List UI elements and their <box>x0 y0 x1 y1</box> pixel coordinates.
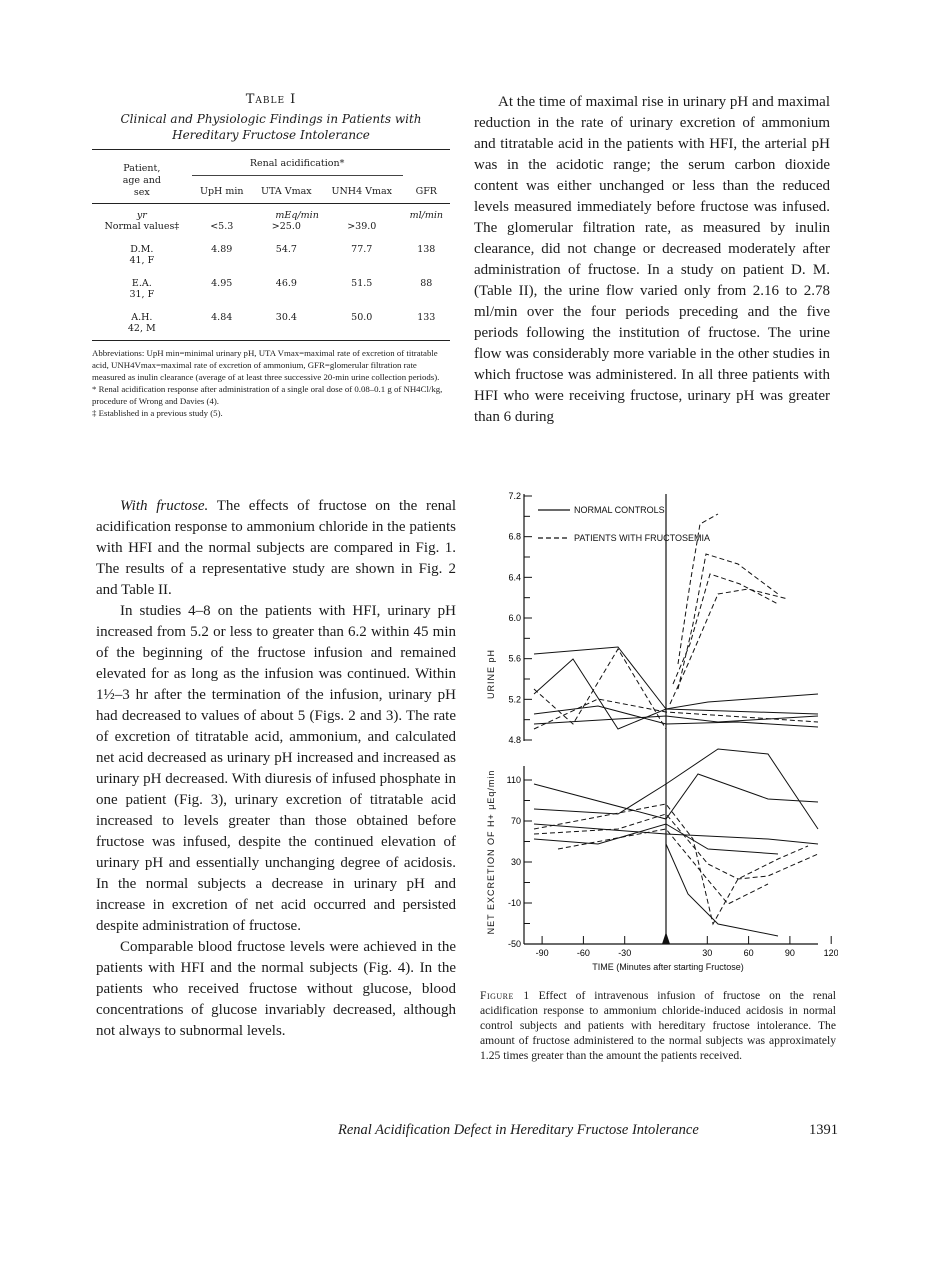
x-tick-label: 60 <box>743 948 754 958</box>
patient-age: 42, M <box>127 323 156 334</box>
net-tick-label: -10 <box>507 898 521 908</box>
net-tick-label: -50 <box>507 939 521 949</box>
normal-uta: >25.0 <box>271 221 301 232</box>
cell-uph: 4.95 <box>211 278 233 289</box>
ph-tick-label: 6.8 <box>508 531 521 542</box>
table-title: Table I <box>245 92 297 107</box>
legend-patients <box>574 533 710 543</box>
table-row <box>92 232 450 266</box>
col-group-header: Renal acidification* <box>249 158 345 169</box>
col-patient-line: sex <box>133 186 150 198</box>
note-dagger: ‡ Established in a previous study (5). <box>92 408 223 418</box>
table-1 <box>92 92 450 419</box>
normal-control-curve <box>534 824 778 854</box>
normal-unh: >39.0 <box>347 221 377 232</box>
cell-uta: 46.9 <box>275 278 297 289</box>
normal-control-curve <box>534 749 818 829</box>
cell-unh: 51.5 <box>351 278 373 289</box>
paragraph <box>96 496 456 601</box>
col-unh-header: UNH4 Vmax <box>321 176 403 204</box>
findings-table <box>92 149 450 341</box>
cell-uta: 54.7 <box>275 244 297 255</box>
unit-meq: mEq/min <box>275 210 319 221</box>
unit-ml: ml/min <box>409 210 443 221</box>
patient-curve <box>558 829 768 904</box>
table-subtitle: Clinical and Physiologic Findings in Patients with Hereditary Fructose Intolerance <box>120 112 422 142</box>
net-tick-label: 110 <box>506 775 521 785</box>
running-title: Renal Acidification Defect in Hereditary Fructose Intolerance <box>338 1122 699 1138</box>
cell-uph: 4.84 <box>211 312 233 323</box>
cell-uph: 4.89 <box>211 244 233 255</box>
net-tick-label: 70 <box>510 816 521 826</box>
patient-name: D.M. <box>130 244 154 255</box>
y-label-net: NET EXCRETION OF H+ μEq/min <box>486 769 496 935</box>
ph-tick-label: 5.6 <box>508 653 521 664</box>
ph-tick-label: 6.4 <box>508 572 521 583</box>
patient-name: E.A. <box>131 278 152 289</box>
patient-curve <box>534 814 818 879</box>
normal-control-curve <box>666 844 778 936</box>
normal-label: Normal values‡ <box>104 221 180 232</box>
paragraph: In studies 4–8 on the patients with HFI, urinary pH increased from 5.2 or less to greater than 6.2 within 45 min of the beginning of the fructose infusion and remained elevated for as long as the infusion was continued. Within 1½–3 hr after the termination of the infusion, urinary pH had decreased to values of about 5 (Figs. 2 and 3). The rate of excretion of titratable acid, ammonium, and calculated net acid decreased as urinary pH increased and increased as urinary pH decreased. With diuresis of infused phosphate in one patient (Fig. 3), urinary excretion of titratable acid increased to levels greater than those obtained before fructose was infused, despite the continued elevation of urinary pH and essentially unchanging degree of acidosis. In the normal subjects a decrease in urinary pH and increase in excretion of net acid occurred and persisted despite administration of fructose. <box>96 603 456 934</box>
patient-name: A.H. <box>131 312 153 323</box>
ph-tick-label: 7.2 <box>508 491 521 501</box>
normal-control-curve <box>534 647 818 709</box>
net-tick-label: 30 <box>510 857 521 867</box>
blank-cell <box>403 150 450 176</box>
section-lead: With fructose. <box>120 498 209 514</box>
x-label: TIME (Minutes after starting Fructose) <box>592 962 744 972</box>
caption-label: Figure 1 <box>480 989 530 1002</box>
page-number: 1391 <box>809 1122 838 1138</box>
col-uph-header: UpH min <box>192 176 252 204</box>
figure-caption <box>480 988 836 1063</box>
left-column-text <box>96 496 456 1042</box>
patient-curve <box>678 554 778 689</box>
blank-cell <box>403 221 450 232</box>
table-row <box>92 221 450 232</box>
paragraph-body: The effects of fructose on the renal acidification response to ammonium chloride in the patients with HFI and the normal subjects are compared in Fig. 1. The results of a representative study are shown in Fig. 2 and Table II. <box>96 498 457 598</box>
col-patient-line: Patient, <box>123 162 161 174</box>
cell-gfr: 138 <box>417 244 436 255</box>
cell-gfr: 133 <box>417 312 436 323</box>
x-tick-label: -60 <box>576 948 590 958</box>
patient-age: 41, F <box>129 255 155 266</box>
col-uta-header: UTA Vmax <box>252 176 321 204</box>
plot-curves <box>534 514 818 936</box>
patient-cell <box>92 266 192 300</box>
legend-normal-text: NORMAL CONTROLS <box>574 505 665 515</box>
caption-text: Effect of intravenous infusion of fructose on the renal acidification response to ammonium chloride-induced acidosis in normal control subjects and patients with hereditary fructose intolerance. The amount of fructose administered to the normal subjects was approximately 1.25 times greater than the amount the patients received. <box>480 989 836 1062</box>
figure-plot <box>478 484 838 974</box>
fructose-start-arrow <box>662 932 670 944</box>
patient-age: 31, F <box>129 289 155 300</box>
normal-control-curve <box>534 824 818 844</box>
x-tick-label: 30 <box>702 948 713 958</box>
patient-cell <box>92 300 192 341</box>
cell-uta: 30.4 <box>275 312 297 323</box>
unit-yr: yr <box>136 210 147 221</box>
cell-unh: 50.0 <box>351 312 373 323</box>
normal-control-curve <box>534 774 818 819</box>
ph-tick-label: 4.8 <box>508 735 521 745</box>
col-gfr-header: GFR <box>415 185 437 197</box>
cell-gfr: 88 <box>420 278 433 289</box>
patient-curve <box>534 804 808 924</box>
col-patient-header <box>92 150 192 204</box>
note-abbreviations: Abbreviations: UpH min=minimal urinary pH, UTA Vmax=maximal rate of excretion of titratable acid, UNH4Vmax=maximal rate of excretion of ammonium, GFR=glomerular filtration rate measured as inulin clearance (average of at least three successive 20-min urine collection periods). <box>92 348 440 382</box>
figure-1 <box>478 484 838 974</box>
cell-unh: 77.7 <box>351 244 373 255</box>
table-row <box>92 266 450 300</box>
y-label-ph: URINE pH <box>486 648 496 700</box>
legend-patients-text: PATIENTS WITH FRUCTOSEMIA <box>574 533 711 543</box>
x-tick-label: -30 <box>618 948 632 958</box>
axis-ticks <box>507 491 838 958</box>
x-tick-label: 120 <box>823 948 838 958</box>
patient-cell <box>92 232 192 266</box>
paragraph: Comparable blood fructose levels were achieved in the patients with HFI and the normal subjects (Fig. 4). In the patients who received fructose without glucose, blood concentrations of glucose invariably decreased, although not always to subnormal levels. <box>96 939 456 1039</box>
x-tick-label: 90 <box>784 948 795 958</box>
note-asterisk: * Renal acidification response after administration of a single oral dose of 0.08–0.1 g of NH4Cl/kg, procedure of Wrong and Davies (4). <box>92 384 443 406</box>
paragraph: At the time of maximal rise in urinary pH and maximal reduction in the rate of urinary excretion of ammonium and titratable acid in the patients with HFI, the arterial pH was in the acidotic range; the serum carbon dioxide content was either unchanged or less than the reduced levels measured immediately before fructose was infused. The glomerular filtration rate, as measured by inulin clearance, did not change or decreased moderately after administration of fructose. In a study on patient D. M. (Table II), the urine flow varied only from 2.16 to 2.78 ml/min over the four periods preceding and the five periods following the institution of fructose. The urine flow was considerably more variable in the other studies in which fructose was administered. In all three patients with HFI who were receiving fructose, urinary pH was greater than 6 during <box>474 94 830 425</box>
table-row <box>92 300 450 341</box>
ph-tick-label: 6.0 <box>508 613 521 623</box>
legend-normal <box>574 505 665 515</box>
right-column-text <box>474 92 830 428</box>
page-footer <box>338 1122 838 1139</box>
normal-uph: <5.3 <box>210 221 234 232</box>
ph-tick-label: 5.2 <box>508 694 521 705</box>
x-tick-label: -90 <box>535 948 549 958</box>
col-patient-line: age and <box>122 174 161 186</box>
table-notes <box>92 347 450 419</box>
